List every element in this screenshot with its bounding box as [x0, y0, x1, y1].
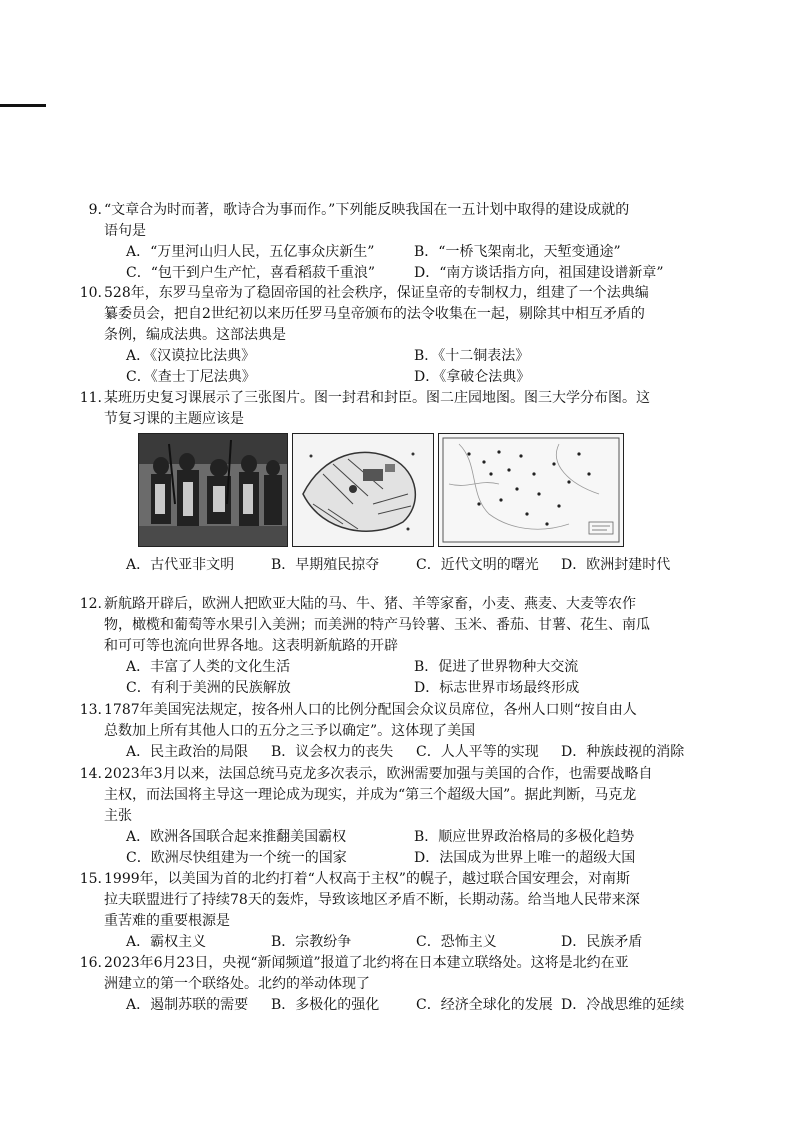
stem-line: 拉夫联盟进行了持续78天的轰炸，导致该地区矛盾不断，长期动荡。给当地人民带来深 — [104, 892, 640, 908]
options — [126, 242, 706, 284]
options — [126, 932, 706, 953]
stem-line: 洲建立的第一个联络处。北约的举动体现了 — [104, 976, 370, 992]
stem-line: “文章合为时而著，歌诗合为事而作。”下列能反映我国在一五计划中取得的建设成就的 — [104, 202, 630, 218]
option-b: B．《十二铜表法》 — [414, 348, 530, 364]
option-d: D．冷战思维的延续 — [561, 997, 685, 1013]
option-b: B．议会权力的丧失 — [271, 744, 394, 760]
option-d: D．种族歧视的消除 — [561, 744, 685, 760]
stem-line: 2023年3月以来，法国总统马克龙多次表示，欧洲需要加强与美国的合作，也需要战略自 — [104, 766, 653, 782]
question-13 — [79, 700, 685, 763]
stem-line: 节复习课的主题应该是 — [104, 411, 244, 427]
figure-lord-and-vassal — [138, 433, 288, 547]
option-d: D．民族矛盾 — [561, 934, 643, 950]
option-a: A．遏制苏联的需要 — [126, 997, 249, 1013]
option-c: C．有利于美洲的民族解放 — [126, 680, 291, 696]
stem-line: 物，橄榄和葡萄等水果引入美洲；而美洲的特产马铃薯、玉米、番茄、甘薯、花生、南瓜 — [104, 617, 650, 633]
question-15 — [79, 869, 684, 953]
options — [126, 742, 706, 763]
option-d: D．“南方谈话指方向，祖国建设谱新章” — [414, 265, 664, 281]
option-d: D．欧洲封建时代 — [561, 557, 671, 573]
option-c: C．《查士丁尼法典》 — [126, 369, 256, 385]
figure-university-map — [438, 433, 624, 547]
stem-line: 语句是 — [104, 223, 146, 239]
option-b: B．早期殖民掠夺 — [271, 557, 380, 573]
stem-line: 主张 — [104, 808, 132, 824]
question-number: 10. — [79, 285, 102, 301]
option-a: A．“万里河山归人民，五亿事众庆新生” — [126, 244, 375, 260]
option-b: B．“一桥飞架南北，天堑变通途” — [414, 244, 621, 260]
question-number: 13. — [79, 702, 102, 718]
question-11 — [79, 388, 684, 576]
question-14 — [79, 764, 684, 869]
figure-row — [138, 433, 684, 547]
stem-line: 总数加上所有其他人口的五分之三予以确定”。这体现了美国 — [104, 723, 476, 739]
question-number: 12. — [79, 596, 102, 612]
question-16 — [79, 953, 685, 1016]
option-c: C．近代文明的曙光 — [416, 557, 539, 573]
option-d: D．《拿破仑法典》 — [414, 369, 531, 385]
question-number: 11. — [79, 390, 102, 406]
option-d: D．标志世界市场最终形成 — [414, 680, 580, 696]
stem-line: 条例，编成法典。这部法典是 — [104, 327, 286, 343]
stem-line: 1787年美国宪法规定，按各州人口的比例分配国会众议员席位，各州人口则“按自由人 — [104, 702, 637, 718]
option-a: A．欧洲各国联合起来推翻美国霸权 — [126, 829, 347, 845]
stem-line: 新航路开辟后，欧洲人把欧亚大陆的马、牛、猪、羊等家畜，小麦、燕麦、大麦等农作 — [104, 596, 636, 612]
options — [126, 555, 706, 576]
option-c: C．人人平等的实现 — [416, 744, 539, 760]
stem-line: 528年，东罗马皇帝为了稳固帝国的社会秩序，保证皇帝的专制权力，组建了一个法典编 — [104, 285, 649, 301]
question-number: 9. — [88, 202, 102, 218]
stem-line: 和可可等也流向世界各地。这表明新航路的开辟 — [104, 638, 398, 654]
option-a: A．丰富了人类的文化生活 — [126, 659, 291, 675]
figure-manor-map — [292, 433, 434, 547]
option-b: B．宗教纷争 — [271, 934, 352, 950]
option-a: A．古代亚非文明 — [126, 557, 235, 573]
options — [126, 657, 706, 699]
stem-line: 纂委员会，把自2世纪初以来历任罗马皇帝颁布的法令收集在一起，剔除其中相互矛盾的 — [104, 306, 645, 322]
option-a: A．《汉谟拉比法典》 — [126, 348, 256, 364]
question-9 — [88, 200, 684, 284]
option-c: C．经济全球化的发展 — [416, 997, 553, 1013]
option-d: D．法国成为世界上唯一的超级大国 — [414, 850, 636, 866]
option-a: A．民主政治的局限 — [126, 744, 249, 760]
question-10 — [79, 283, 684, 388]
stem-line: 某班历史复习课展示了三张图片。图一封君和封臣。图二庄园地图。图三大学分布图。这 — [104, 390, 650, 406]
options — [126, 827, 706, 869]
option-b: B．顺应世界政治格局的多极化趋势 — [414, 829, 635, 845]
options — [126, 995, 706, 1016]
option-b: B．多极化的强化 — [271, 997, 380, 1013]
option-b: B．促进了世界物种大交流 — [414, 659, 579, 675]
options — [126, 346, 706, 388]
option-c: C．恐怖主义 — [416, 934, 497, 950]
stem-line: 重苦难的重要根源是 — [104, 913, 230, 929]
question-number: 15. — [79, 871, 102, 887]
option-a: A．霸权主义 — [126, 934, 207, 950]
option-c: C．“包干到户生产忙，喜看稻菽千重浪” — [126, 265, 376, 281]
stem-line: 2023年6月23日，央视“新闻频道”报道了北约将在日本建立联络处。这将是北约在亚 — [104, 955, 629, 971]
corner-rule — [0, 104, 46, 107]
stem-line: 主权，而法国将主导这一理论成为现实，并成为“第三个超级大国”。据此判断，马克龙 — [104, 787, 637, 803]
question-12 — [79, 594, 684, 699]
stem-line: 1999年，以美国为首的北约打着“人权高于主权”的幌子，越过联合国安理会，对南斯 — [104, 871, 630, 887]
question-number: 16. — [79, 955, 102, 971]
question-number: 14. — [79, 766, 102, 782]
option-c: C．欧洲尽快组建为一个统一的国家 — [126, 850, 347, 866]
